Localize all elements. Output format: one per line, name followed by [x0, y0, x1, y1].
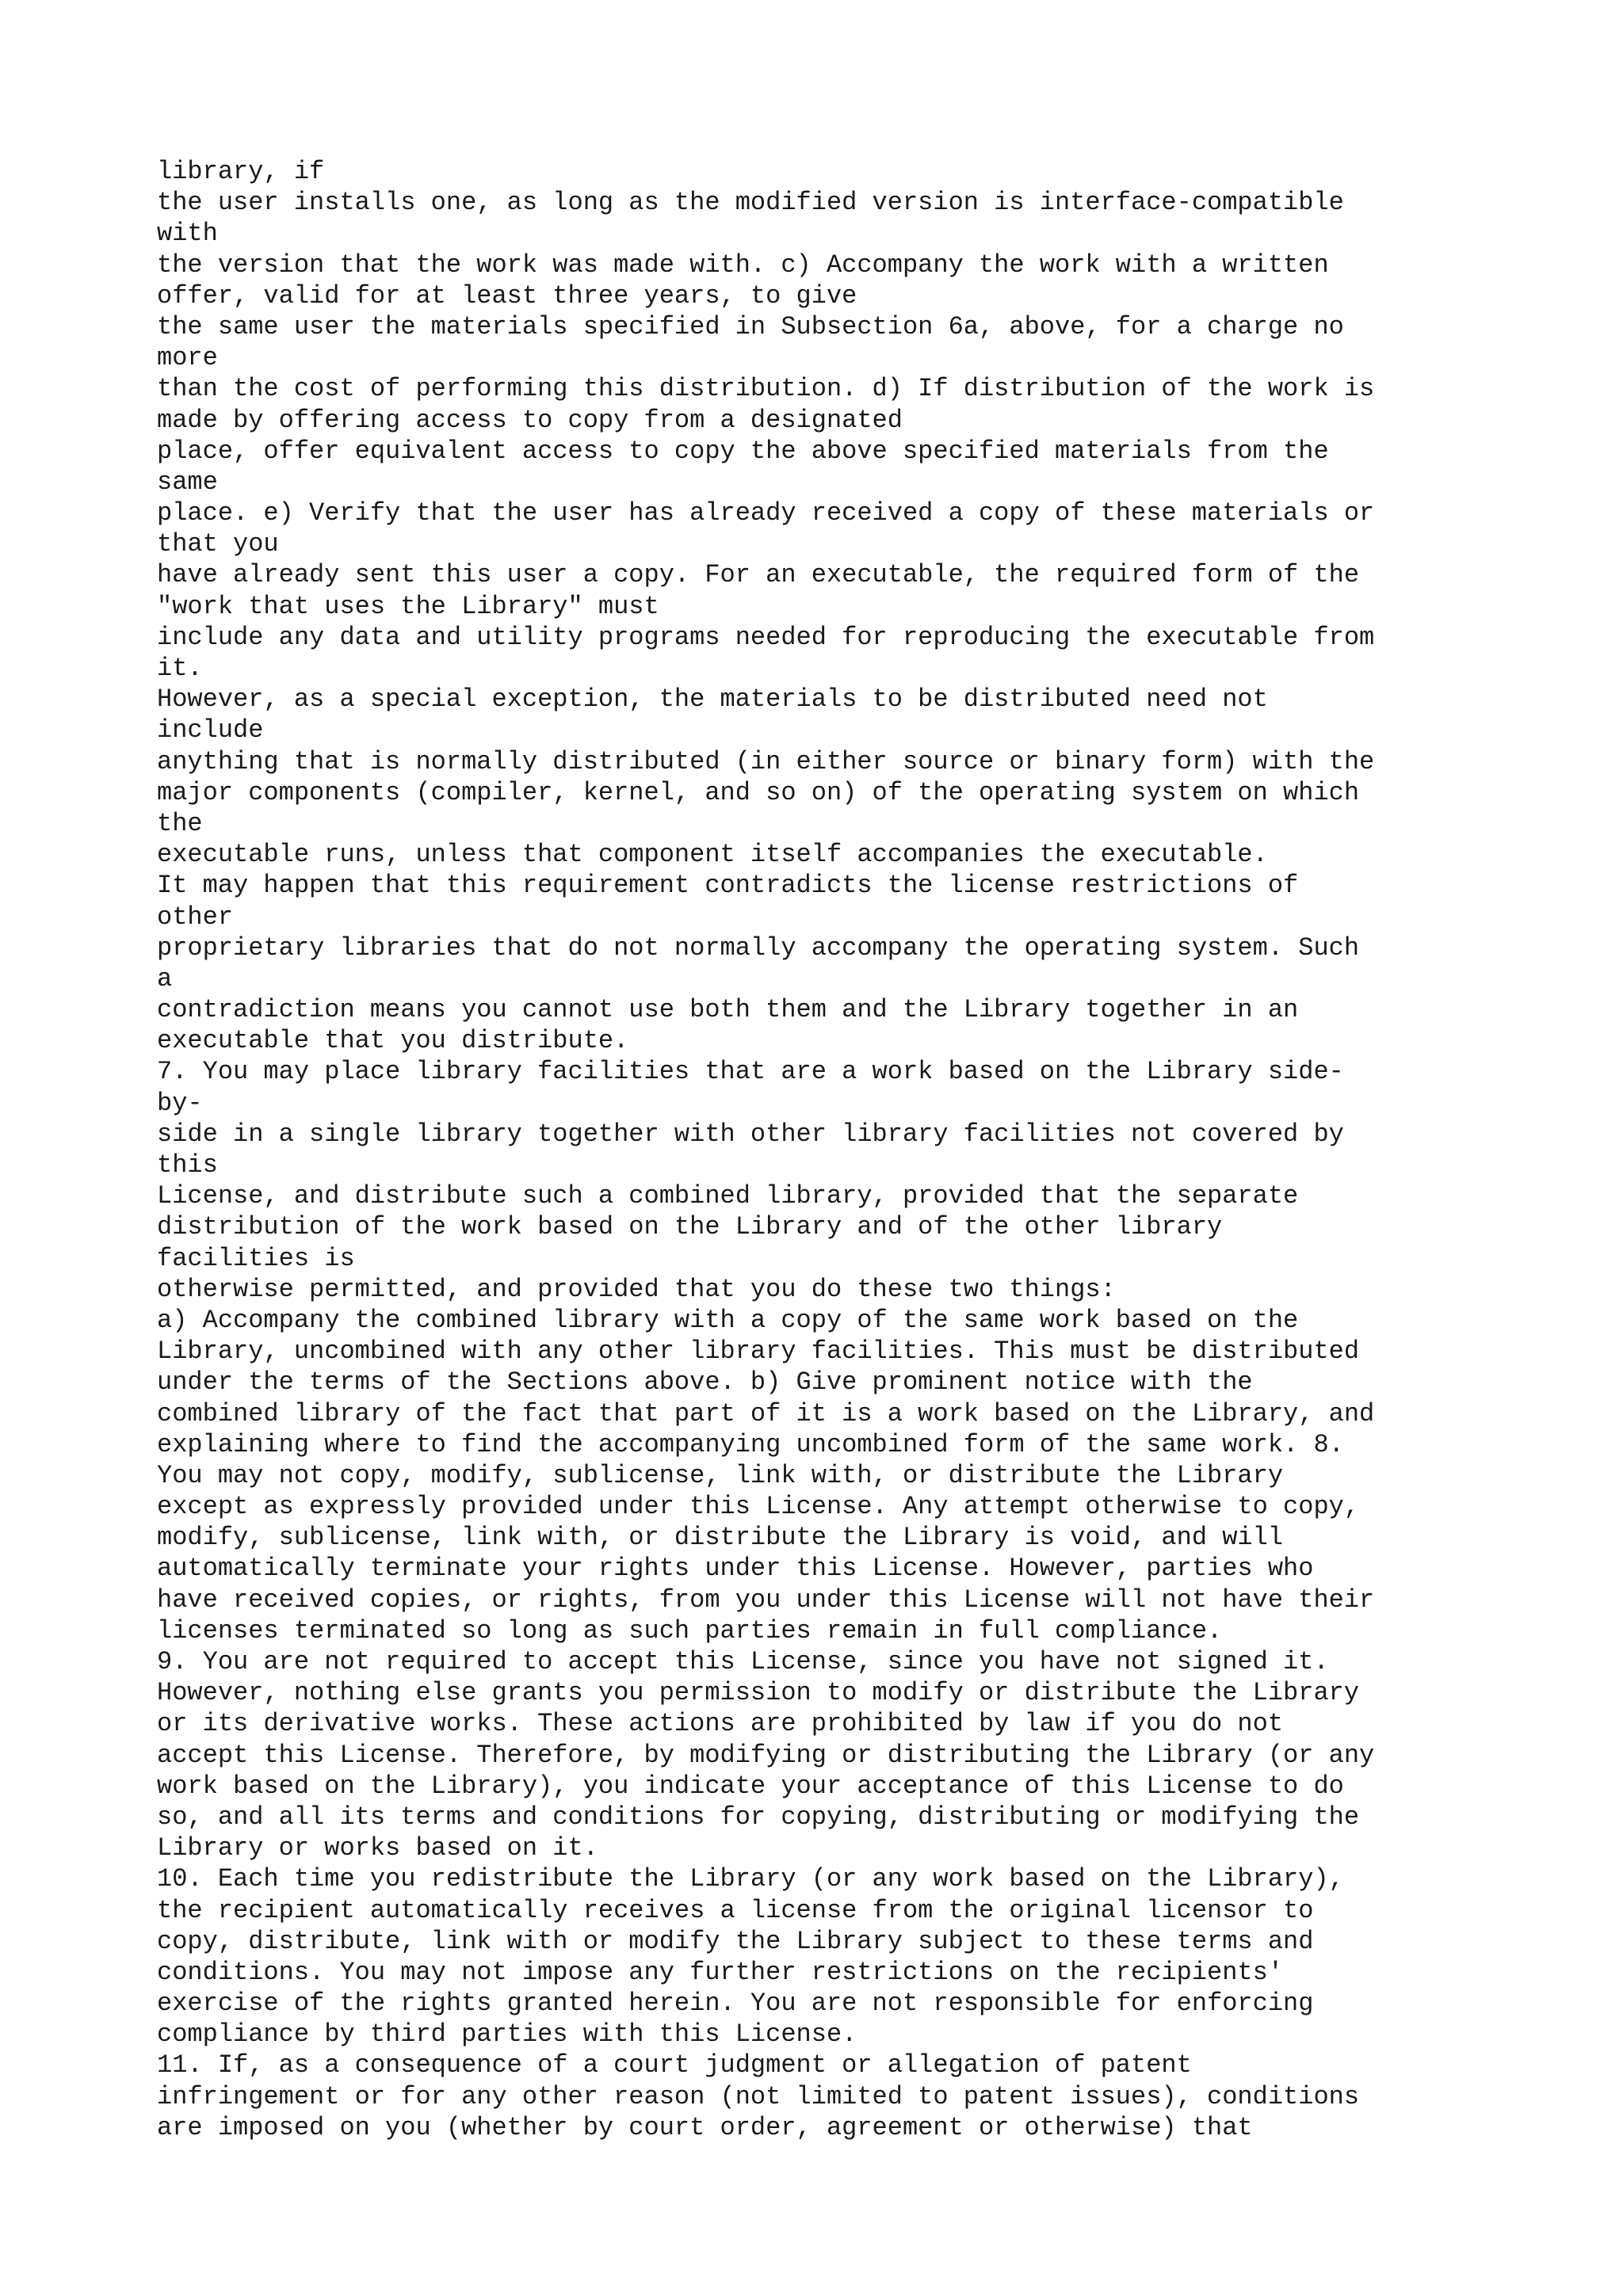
- license-text-body: [157, 156, 1520, 2143]
- text-line: Library, uncombined with any other library facilities. This must be distributed: [157, 1337, 1360, 1367]
- text-line: It may happen that this requirement contradicts the license restrictions of: [157, 871, 1299, 901]
- text-line: made by offering access to copy from a designated: [157, 405, 903, 435]
- text-line: the recipient automatically receives a license from the original licensor to: [157, 1895, 1314, 1925]
- text-line: under the terms of the Sections above. b) Give prominent notice with the: [157, 1367, 1253, 1398]
- text-line: a) Accompany the combined library with a copy of the same work based on the: [157, 1305, 1299, 1335]
- text-line: except as expressly provided under this License. Any attempt otherwise to copy,: [157, 1492, 1360, 1522]
- text-line: "work that uses the Library" must: [157, 591, 659, 621]
- text-line: executable that you distribute.: [157, 1026, 629, 1056]
- text-line: the: [157, 808, 203, 838]
- text-line: infringement or for any other reason (not limited to patent issues), conditions: [157, 2081, 1360, 2111]
- text-line: facilities is: [157, 1243, 355, 1273]
- text-line: other: [157, 902, 234, 932]
- text-line: side in a single library together with other library facilities not covered by: [157, 1119, 1344, 1149]
- text-line: offer, valid for at least three years, to give: [157, 280, 857, 311]
- text-line: However, as a special exception, the materials to be distributed need not: [157, 685, 1268, 715]
- text-line: explaining where to find the accompanying uncombined form of the same work. 8.: [157, 1429, 1344, 1459]
- text-line: more: [157, 343, 218, 373]
- text-line: copy, distribute, link with or modify the Library subject to these terms and: [157, 1926, 1314, 1956]
- text-line: have received copies, or rights, from you under this License will not have their: [157, 1585, 1375, 1615]
- text-line: the same user the materials specified in Subsection 6a, above, for a charge no: [157, 311, 1344, 341]
- text-line: proprietary libraries that do not normally accompany the operating system. Such: [157, 933, 1360, 963]
- text-line: 9. You are not required to accept this License, since you have not signed it.: [157, 1647, 1329, 1676]
- text-line: licenses terminated so long as such parties remain in full compliance.: [157, 1615, 1223, 1646]
- text-line: Library or works based on it.: [157, 1833, 598, 1863]
- text-line: contradiction means you cannot use both them and the Library together in an: [157, 995, 1299, 1025]
- text-line: automatically terminate your rights under this License. However, parties who: [157, 1554, 1314, 1584]
- text-line: include: [157, 715, 264, 746]
- text-line: otherwise permitted, and provided that you do these two things:: [157, 1274, 1116, 1304]
- text-line: anything that is normally distributed (in either source or binary form) with the: [157, 746, 1375, 776]
- text-line: You may not copy, modify, sublicense, link with, or distribute the Library: [157, 1460, 1284, 1490]
- text-line: include any data and utility programs needed for reproducing the executable from: [157, 622, 1375, 652]
- text-line: However, nothing else grants you permission to modify or distribute the Library: [157, 1678, 1360, 1708]
- text-line: with: [157, 219, 218, 249]
- text-line: 7. You may place library facilities that are a work based on the Library side-: [157, 1057, 1344, 1087]
- text-line: place. e) Verify that the user has already received a copy of these materials or: [157, 498, 1375, 528]
- text-line: than the cost of performing this distribution. d) If distribution of the work is: [157, 374, 1375, 404]
- text-line: combined library of the fact that part of it is a work based on the Library, and: [157, 1398, 1375, 1428]
- text-line: have already sent this user a copy. For an executable, the required form of the: [157, 560, 1360, 590]
- text-line: exercise of the rights granted herein. You are not responsible for enforcing: [157, 1989, 1314, 2019]
- text-line: or its derivative works. These actions are prohibited by law if you do not: [157, 1709, 1284, 1739]
- text-line: it.: [157, 654, 203, 683]
- text-line: the version that the work was made with. c) Accompany the work with a written: [157, 250, 1329, 280]
- text-line: the user installs one, as long as the modified version is interface-compatible: [157, 188, 1344, 218]
- text-line: 11. If, as a consequence of a court judgment or allegation of patent: [157, 2050, 1192, 2081]
- text-line: same: [157, 467, 218, 497]
- text-line: work based on the Library), you indicate your acceptance of this License to do: [157, 1771, 1344, 1801]
- text-line: modify, sublicense, link with, or distribute the Library is void, and will: [157, 1523, 1284, 1553]
- text-line: a: [157, 963, 173, 994]
- text-line: distribution of the work based on the Library and of the other library: [157, 1212, 1223, 1242]
- text-line: conditions. You may not impose any further restrictions on the recipients': [157, 1957, 1284, 1987]
- text-line: 10. Each time you redistribute the Library (or any work based on the Library),: [157, 1864, 1344, 1894]
- text-line: this: [157, 1150, 218, 1180]
- text-line: accept this License. Therefore, by modifying or distributing the Library (or any: [157, 1740, 1375, 1770]
- text-line: that you: [157, 529, 279, 559]
- text-line: executable runs, unless that component itself accompanies the executable.: [157, 840, 1268, 870]
- text-line: by-: [157, 1088, 203, 1118]
- text-line: so, and all its terms and conditions for copying, distributing or modifying the: [157, 1802, 1360, 1832]
- text-line: library, if: [157, 157, 325, 186]
- text-line: place, offer equivalent access to copy the above specified materials from the: [157, 436, 1329, 466]
- text-line: major components (compiler, kernel, and so on) of the operating system on which: [157, 777, 1360, 807]
- text-line: compliance by third parties with this License.: [157, 2019, 857, 2050]
- text-line: License, and distribute such a combined library, provided that the separate: [157, 1181, 1299, 1211]
- text-line: are imposed on you (whether by court order, agreement or otherwise) that: [157, 2112, 1253, 2142]
